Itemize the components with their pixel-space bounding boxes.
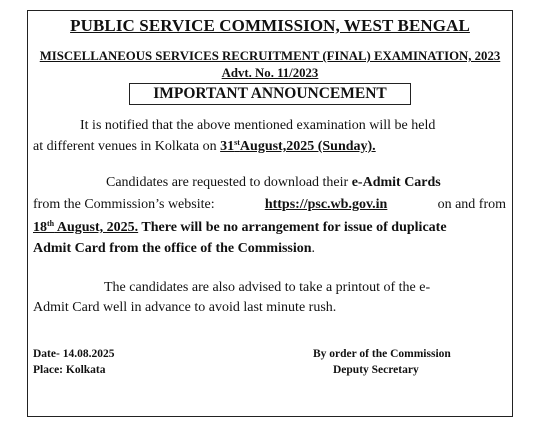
para2-line3 <box>33 219 447 236</box>
exam-date <box>220 139 376 154</box>
notice-date: Date- 14.08.2025 <box>33 348 115 360</box>
para2-period: . <box>311 241 316 256</box>
exam-subtitle: MISCELLANEOUS SERVICES RECRUITMENT (FINAL) EXAMINATION, 2023 <box>39 49 501 63</box>
exam-date-rest: August,2025 (Sunday). <box>239 139 376 154</box>
para1-line1: It is notified that the above mentioned examination will be held <box>80 118 436 133</box>
no-duplicate-text: There will be no arrangement for issue of duplicate <box>138 220 447 235</box>
para1-line2-text: at different venues in Kolkata on <box>33 139 221 154</box>
para3-line1: The candidates are also advised to take a printout of the e- <box>104 280 431 295</box>
para2-line2 <box>33 197 506 213</box>
exam-date-sup: st <box>234 138 240 147</box>
website-link[interactable]: https://psc.wb.gov.in <box>264 197 388 212</box>
notice-place: Place: Kolkata <box>33 364 106 376</box>
admit-card-office-text: Admit Card from the office of the Commission <box>33 241 312 256</box>
download-date <box>33 220 138 235</box>
para2-line1 <box>106 175 441 191</box>
announcement-heading: IMPORTANT ANNOUNCEMENT <box>129 83 411 105</box>
download-date-rest: August, 2025. <box>54 220 139 235</box>
para1-line2 <box>33 138 376 155</box>
para2-line2-text: from the Commission’s website: <box>33 197 215 212</box>
exam-date-day: 31 <box>220 139 235 154</box>
para2-line4 <box>33 241 315 257</box>
signatory: Deputy Secretary <box>333 364 419 376</box>
para2-line1-text: Candidates are requested to download their <box>106 175 352 190</box>
advt-number: Advt. No. 11/2023 <box>221 66 319 80</box>
download-date-sup: th <box>47 219 55 228</box>
by-order-text: By order of the Commission <box>313 348 451 360</box>
para3-line2: Admit Card well in advance to avoid last minute rush. <box>33 300 337 315</box>
e-admit-cards-text: e-Admit Cards <box>351 175 441 190</box>
download-date-day: 18 <box>33 220 47 235</box>
para2-line2-tail: on and from <box>437 197 506 212</box>
commission-title: PUBLIC SERVICE COMMISSION, WEST BENGAL <box>70 16 470 35</box>
